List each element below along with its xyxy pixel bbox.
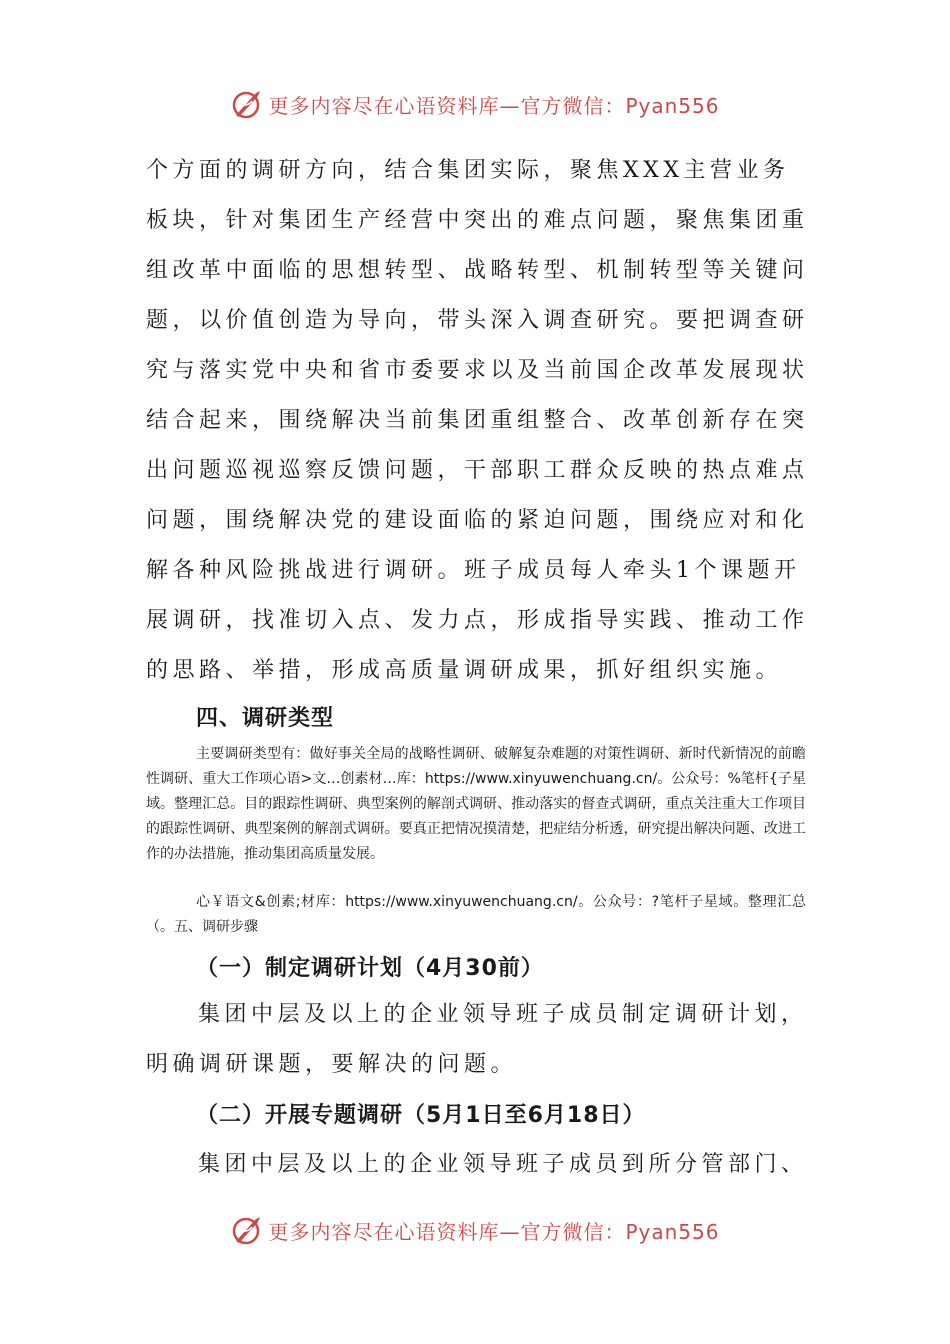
subheading-conduct-research: （二）开展专题调研（5月1日至6月18日） (196, 1103, 646, 1128)
pen-circle-logo-icon (230, 1213, 264, 1247)
section-heading-research-types: 四、调研类型 (196, 706, 335, 731)
subheading-make-plan: （一）制定调研计划（4月30前） (196, 956, 544, 981)
footer-banner-text: 更多内容尽在心语资料库—官方微信：Pyan556 (268, 1219, 720, 1244)
conduct-paragraph: 集团中层及以上的企业领导班子成员到所分管部门、 (198, 1152, 808, 1177)
pen-circle-logo-icon (230, 87, 264, 121)
research-steps-paragraph: 心￥语文&创素;材库：https://www.xinyuwenchuang.cn/。公众号：?笔杆子星域。整理汇总（。五、调研步骤 (146, 894, 806, 935)
footer-banner (0, 1210, 950, 1250)
research-types-paragraph: 主要调研类型有：做好事关全局的战略性调研、破解复杂难题的对策性调研、新时代新情况的前瞻性调研、重大工作项心语>文…创素材…库：https://www.xinyuwenchuang.cn/。公众号：%笔杆{子星域。整理汇总。目的跟踪性调研、典型案例的解剖式调研、推动落实的督查式调研，重点关注重大工作项目的跟踪性调研、典型案例的解剖式调研。要真正把情况摸清楚，把症结分析透，研究提出解决问题、改进工作的办法措施，推动集团高质量发展。 (146, 746, 806, 862)
plan-paragraph: 集团中层及以上的企业领导班子成员制定调研计划，明确调研课题，要解决的问题。 (146, 1002, 808, 1077)
header-banner (0, 84, 950, 124)
intro-paragraph: 个方面的调研方向，结合集团实际，聚焦XXX主营业务板块，针对集团生产经营中突出的难点问题，聚焦集团重组改革中面临的思想转型、战略转型、机制转型等关键问题，以价值创造为导向，带头深入调查研究。要把调查研究与落实党中央和省市委要求以及当前国企改革发展现状结合起来，围绕解决当前集团重组整合、改革创新存在突出问题巡视巡察反馈问题，干部职工群众反映的热点难点问题，围绕解决党的建设面临的紧迫问题，围绕应对和化解各种风险挑战进行调研。班子成员每人牵头1个课题开展调研，找准切入点、发力点，形成指导实践、推动工作的思路、举措，形成高质量调研成果，抓好组织实施。 (146, 158, 809, 683)
header-banner-text: 更多内容尽在心语资料库—官方微信：Pyan556 (268, 93, 720, 118)
